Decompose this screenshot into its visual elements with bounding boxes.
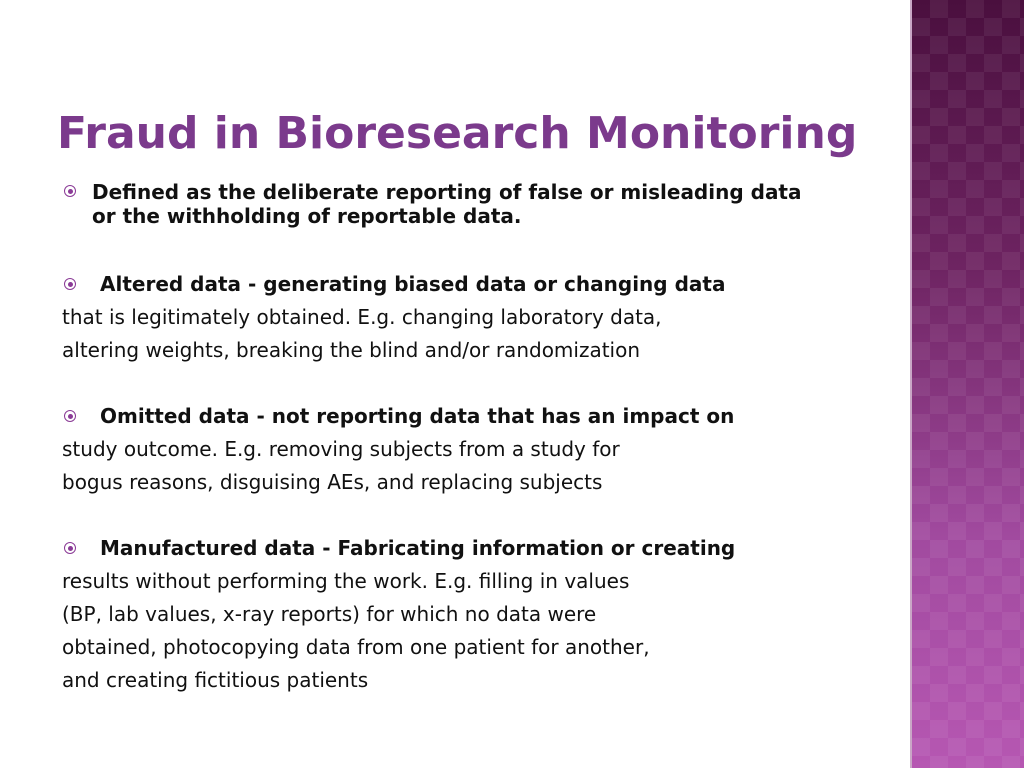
bullet-circle-icon bbox=[64, 410, 76, 422]
bullet-circle-icon bbox=[64, 278, 76, 290]
bullet-item-definition bbox=[62, 180, 892, 228]
bullet-text: Defined as the deliberate reporting of false or misleading data bbox=[92, 180, 802, 204]
bullet-line bbox=[62, 204, 892, 228]
bullet-heading bbox=[62, 268, 892, 301]
bullet-circle-icon bbox=[64, 185, 76, 197]
continuation-line: altering weights, breaking the blind and/or randomization bbox=[62, 338, 641, 362]
bullet-item-omitted-data bbox=[62, 400, 892, 499]
continuation-line: and creating fictitious patients bbox=[62, 668, 369, 692]
continuation-line: study outcome. E.g. removing subjects from a study for bbox=[62, 437, 620, 461]
bullet-heading-text: Omitted data - not reporting data that has an impact on bbox=[100, 404, 735, 428]
continuation-line: obtained, photocopying data from one patient for another, bbox=[62, 635, 650, 659]
continuation-line: (BP, lab values, x-ray reports) for which no data were bbox=[62, 602, 597, 626]
continuation-line: results without performing the work. E.g. filling in values bbox=[62, 569, 630, 593]
bullet-heading bbox=[62, 532, 892, 565]
continuation-line: that is legitimately obtained. E.g. changing laboratory data, bbox=[62, 305, 662, 329]
decorative-side-band bbox=[912, 0, 1024, 768]
bullet-heading-text: Altered data - generating biased data or changing data bbox=[100, 272, 726, 296]
slide-title: Fraud in Bioresearch Monitoring bbox=[57, 108, 858, 159]
slide-body bbox=[62, 180, 892, 697]
bullet-heading bbox=[62, 400, 892, 433]
bullet-item-altered-data bbox=[62, 268, 892, 367]
bullet-item-manufactured-data bbox=[62, 532, 892, 697]
bullet-line bbox=[62, 180, 892, 204]
bullet-circle-icon bbox=[64, 542, 76, 554]
continuation-line: bogus reasons, disguising AEs, and replacing subjects bbox=[62, 470, 603, 494]
bullet-heading-text: Manufactured data - Fabricating information or creating bbox=[100, 536, 736, 560]
bullet-text: or the withholding of reportable data. bbox=[92, 204, 522, 228]
